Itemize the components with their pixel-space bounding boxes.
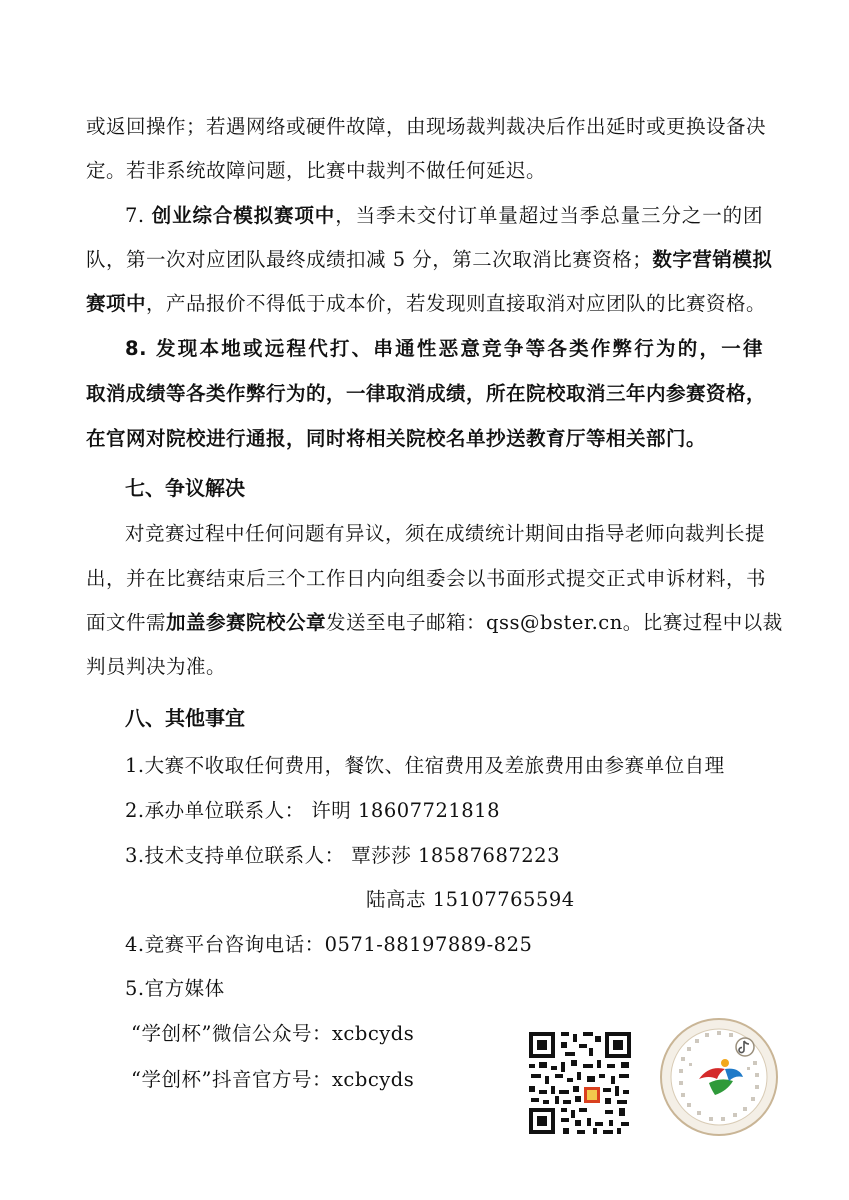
rule-text: ，产品报价不得低于成本价，若发现则直接取消对应团队的比赛资格。 — [146, 292, 767, 315]
rule-number: 7. — [125, 204, 152, 227]
bold-phrase: 赛项中 — [86, 292, 147, 315]
text: 面文件需 — [86, 611, 167, 634]
list-item: 4.竞赛平台咨询电话：0571-88197889-825 — [125, 933, 533, 956]
rule-7-line-2 — [86, 246, 773, 274]
paragraph-line: 判员判决为准。 — [86, 655, 227, 678]
list-item: 3.技术支持单位联系人： 覃莎莎 18587687223 — [125, 844, 560, 867]
douyin-code-badge — [659, 1017, 779, 1137]
paragraph-line: 定。若非系统故障问题，比赛中裁判不做任何延迟。 — [86, 159, 547, 182]
bold-phrase: 加盖参赛院校公章 — [166, 611, 327, 634]
bold-phrase: 创业综合模拟赛项中 — [151, 204, 336, 227]
bold-phrase: 数字营销模拟 — [652, 248, 773, 271]
list-item: 2.承办单位联系人： 许明 18607721818 — [125, 799, 500, 822]
rule-7-line-1 — [125, 202, 763, 230]
list-item: 5.官方媒体 — [125, 977, 225, 1000]
rule-8-line-1: 8. 发现本地或远程代打、串通性恶意竞争等各类作弊行为的，一律 — [125, 337, 763, 360]
rule-7-line-3 — [86, 290, 767, 318]
rule-8-line-2: 取消成绩等各类作弊行为的，一律取消成绩，所在院校取消三年内参赛资格， — [86, 382, 767, 405]
wechat-account: “学创杯”微信公众号：xcbcyds — [131, 1022, 415, 1045]
douyin-account: “学创杯”抖音官方号：xcbcyds — [131, 1068, 415, 1091]
section-heading: 七、争议解决 — [125, 476, 245, 500]
rule-text: 队，第一次对应团队最终成绩扣减 5 分，第二次取消比赛资格； — [86, 248, 653, 271]
paragraph-line: 对竞赛过程中任何问题有异议，须在成绩统计期间由指导老师向裁判长提 — [125, 522, 766, 545]
paragraph-line — [86, 609, 783, 637]
wechat-qr-code — [527, 1030, 633, 1136]
section-heading: 八、其他事宜 — [125, 706, 245, 730]
list-item-continuation: 陆高志 15107765594 — [366, 888, 575, 911]
text: 发送至电子邮箱：qss@bster.cn。比赛过程中以裁 — [326, 611, 783, 634]
paragraph-line: 或返回操作；若遇网络或硬件故障，由现场裁判裁决后作出延时或更换设备决 — [86, 115, 767, 138]
list-item: 1.大赛不收取任何费用，餐饮、住宿费用及差旅费用由参赛单位自理 — [125, 754, 725, 777]
paragraph-line: 出，并在比赛结束后三个工作日内向组委会以书面形式提交正式申诉材料，书 — [86, 567, 767, 590]
rule-8-line-3: 在官网对院校进行通报，同时将相关院校名单抄送教育厅等相关部门。 — [86, 427, 707, 450]
rule-text: ，当季未交付订单量超过当季总量三分之一的团 — [335, 204, 763, 227]
